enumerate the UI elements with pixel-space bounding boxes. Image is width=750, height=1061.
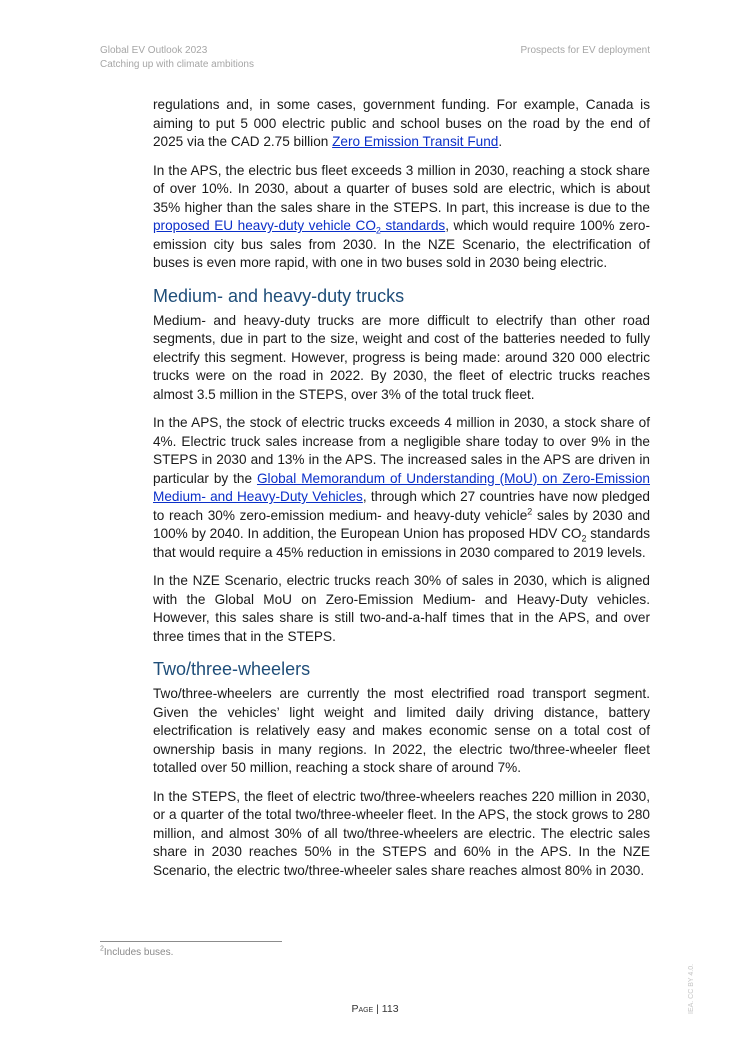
license-watermark: IEA. CC BY 4.0. xyxy=(688,963,695,1014)
paragraph-4-text-b: , through which 27 countries have now pledged to reach 30% zero-emission medium- and heavy-duty vehicle xyxy=(153,489,650,523)
footnote-divider xyxy=(100,941,282,942)
global-mou-link[interactable]: Global Memorandum of Understanding (MoU) on Zero-Emission Medium- and Heavy-Duty Vehicles xyxy=(153,470,650,504)
paragraph-7: In the STEPS, the fleet of electric two/three-wheelers reaches 220 million in 2030, or a quarter of the total two/three-wheeler fleet. In the APS, the stock grows to 280 million, and almost 30% of all two/three-wheelers are electric. The electric sales share in 2030 reaches 50% in the STEPS and 60% in the APS. In the NZE Scenario, the electric two/three-wheeler sales share reaches almost 80% in 2030. xyxy=(153,788,650,878)
section-heading-two-three-wheelers: Two/three-wheelers xyxy=(153,659,311,679)
paragraph-2-text-b: , which would require 100% zero-emission city bus sales from 2030. In the NZE Scenario, the electrification of buses is even more rapid, with one in two buses sold in 2030 being electric. xyxy=(153,218,650,270)
main-content xyxy=(153,96,650,890)
report-title: Global EV Outlook 2023 xyxy=(100,45,208,56)
link-text-b: standards xyxy=(380,218,446,233)
page-number-value: 113 xyxy=(381,1003,399,1015)
paragraph-1-text-b: . xyxy=(498,134,503,149)
running-header-left xyxy=(100,44,254,72)
link-subscript: 2 xyxy=(375,225,381,236)
footnote-number: 2 xyxy=(100,945,104,953)
paragraph-6: Two/three-wheelers are currently the most electrified road transport segment. Given the vehicles’ light weight and limited daily driving distance, battery electrification is relatively easy and makes economic sense on a total cost of ownership basis in many regions. In 2022, the electric two/three-wheeler fleet totalled over 50 million, reaching a stock share of around 7%. xyxy=(153,686,650,775)
running-header-right: Prospects for EV deployment xyxy=(520,45,650,56)
footnote-ref[interactable]: 2 xyxy=(527,505,533,516)
link-text-a: proposed EU heavy-duty vehicle CO xyxy=(153,218,376,233)
co2-subscript: 2 xyxy=(581,533,587,544)
paragraph-4-text-a: In the APS, the stock of electric trucks exceeds 4 million in 2030, a stock share of 4%. Electric truck sales increase from a negligible share today to over 9% in the STEPS in 2030 and 13% in the APS. The increased sales in the APS are driven in particular by the xyxy=(153,415,650,486)
report-subtitle: Catching up with climate ambitions xyxy=(100,59,254,70)
paragraph-4 xyxy=(153,414,650,562)
paragraph-5: In the NZE Scenario, electric trucks reach 30% of sales in 2030, which is aligned with the Global MoU on Zero-Emission Medium- and Heavy-Duty vehicles. However, this sales share is still two-and-a-half times that in the APS, and over three times that in the STEPS. xyxy=(153,573,650,644)
eu-hdv-co2-standards-link[interactable] xyxy=(153,218,446,236)
page-number xyxy=(0,1003,750,1015)
paragraph-1 xyxy=(153,96,650,152)
paragraph-2-text-a: In the APS, the electric bus fleet exceeds 3 million in 2030, reaching a stock share of over 10%. In 2030, about a quarter of buses sold are electric, which is about 35% higher than the sales share in the STEPS. In part, this increase is due to the xyxy=(153,162,650,215)
paragraph-3: Medium- and heavy-duty trucks are more difficult to electrify than other road segments, due in part to the size, weight and cost of the batteries needed to fully electrify this segment. However, progress is being made: around 320 000 electric trucks were on the road in 2022. By 2030, the fleet of electric trucks reaches almost 3.5 million in the STEPS, over 3% of the total truck fleet. xyxy=(153,312,650,402)
footnote-text: Includes buses. xyxy=(103,947,174,958)
paragraph-1-text-a: regulations and, in some cases, government funding. For example, Canada is aiming to put 5 000 electric public and school buses on the road by the end of 2025 via the CAD 2.75 billion xyxy=(153,97,650,149)
section-heading-trucks: Medium- and heavy-duty trucks xyxy=(153,285,405,306)
page-label: Page xyxy=(351,1003,374,1015)
page-separator: | xyxy=(373,1003,382,1015)
paragraph-4-text-d: standards that would require a 45% reduction in emissions in 2030 compared to 2019 levels. xyxy=(153,526,650,560)
zero-emission-transit-fund-link[interactable]: Zero Emission Transit Fund xyxy=(332,134,499,149)
paragraph-4-text-c: sales by 2030 and 100% by 2040. In addition, the European Union has proposed HDV CO xyxy=(153,507,650,541)
paragraph-2 xyxy=(153,162,650,273)
footnote xyxy=(100,947,173,958)
